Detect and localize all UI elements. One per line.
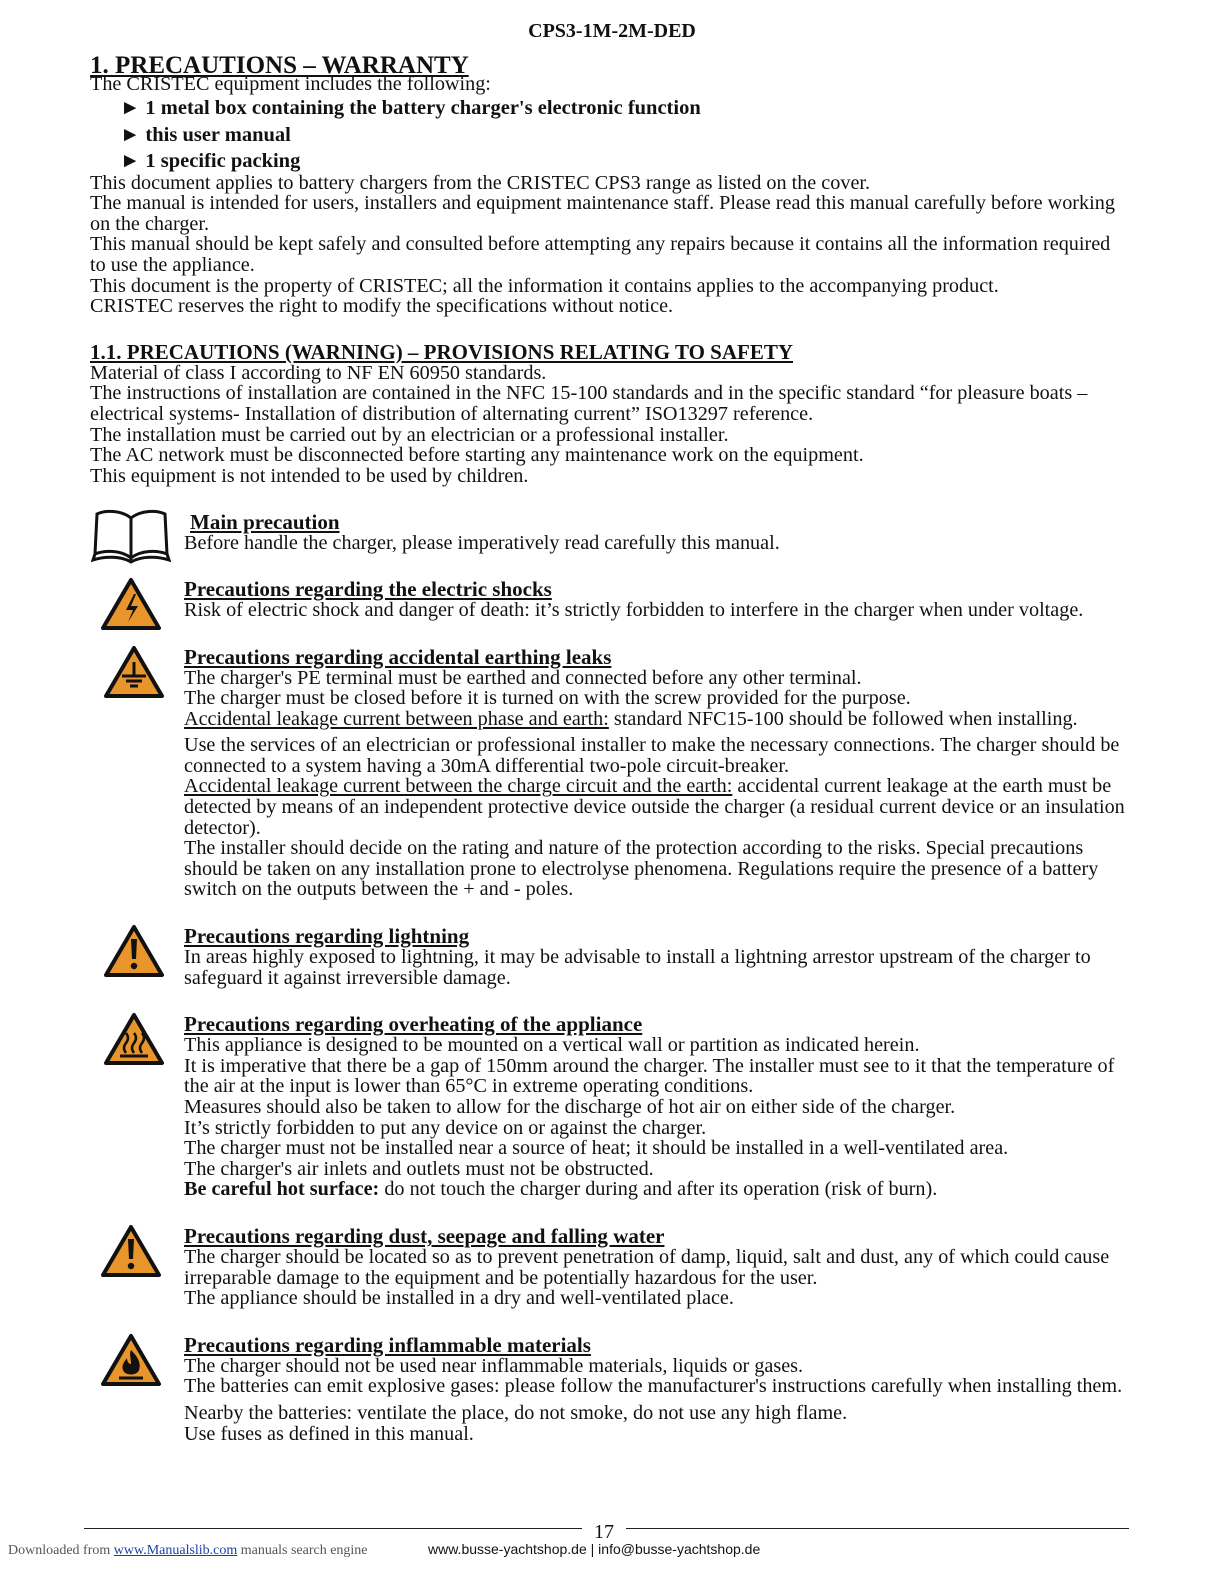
paragraph: Use the services of an electrician or professional installer to make the necessary connections. The charger should be connected to a system having a 30mA differential two-pole circuit-breaker. [184, 734, 1120, 777]
footer-rule [626, 1528, 1129, 1529]
paragraph: The batteries can emit explosive gases: please follow the manufacturer's instructions carefully when installing them. [184, 1375, 1123, 1398]
section-1-intro: The CRISTEC equipment includes the following: [90, 73, 491, 95]
shock-precaution-title: Precautions regarding the electric shocks [184, 576, 552, 601]
paragraph: Material of class I according to NF EN 60950 standards. [90, 361, 547, 384]
paragraph: This appliance is designed to be mounted on a vertical wall or partition as indicated herein. [184, 1034, 920, 1057]
lightning-precaution-title: Precautions regarding lightning [184, 924, 470, 949]
lightning-precaution [90, 926, 1130, 988]
underlined-phrase: Accidental leakage current between the charge circuit and the earth: [184, 775, 733, 798]
paragraph [184, 1179, 1130, 1200]
overheat-precaution-title: Precautions regarding overheating of the appliance [184, 1012, 643, 1037]
paragraph: The charger should not be used near inflammable materials, liquids or gases. [184, 1354, 804, 1377]
paragraph: The charger must not be installed near a source of heat; it should be installed in a well-ventilated area. [184, 1137, 1009, 1160]
list-item: ► 1 metal box containing the battery charger's electronic function [120, 95, 1130, 122]
paragraph: Nearby the batteries: ventilate the place, do not smoke, do not use any high flame. [184, 1401, 848, 1424]
paragraph: Use fuses as defined in this manual. [184, 1422, 474, 1445]
equipment-list [120, 95, 1130, 173]
earth-precaution [90, 644, 1130, 901]
section-1-1 [90, 341, 1130, 487]
dust-precaution-title: Precautions regarding dust, seepage and falling water [184, 1223, 665, 1248]
download-suffix: manuals search engine [240, 1543, 368, 1558]
manualslib-link[interactable]: www.Manualslib.com [113, 1543, 238, 1558]
section-1-title: 1. PRECAUTIONS – WARRANTY [90, 52, 469, 79]
shop-contact: www.busse-yachtshop.de | info@busse-yachtshop.de [428, 1541, 761, 1557]
download-note [8, 1543, 368, 1559]
list-item: ► this user manual [120, 122, 1130, 149]
paragraph: It’s strictly forbidden to put any device on or against the charger. [184, 1116, 707, 1139]
paragraph: The appliance should be installed in a dry and well-ventilated place. [184, 1287, 734, 1310]
flammable-icon [99, 1332, 163, 1388]
text: accidental current leakage at the earth must be detected by means of an independent protective device outside the charger (a residual current device or an insulation detector). [184, 775, 1125, 839]
footer-rule [84, 1528, 582, 1529]
paragraph: The charger's PE terminal must be earthed and connected before any other terminal. [184, 666, 862, 689]
paragraph: The manual is intended for users, installers and equipment maintenance staff. Please read this manual carefully before working on the charger. [90, 192, 1115, 235]
overheat-precaution [90, 1014, 1130, 1200]
page-content [90, 52, 1130, 1444]
paragraph: The charger's air inlets and outlets must not be obstructed. [184, 1157, 654, 1180]
paragraph: The installer should decide on the rating and nature of the protection according to the risks. Special precautions should be taken on any installation prone to electrolyse phenomena. Regulations require the presence of a battery switch on the outputs between the + and - poles. [184, 837, 1099, 901]
section-1-1-title: 1.1. PRECAUTIONS (WARNING) – PROVISIONS RELATING TO SAFETY [90, 339, 794, 364]
paragraph [184, 776, 1130, 838]
paragraph: This manual should be kept safely and consulted before attempting any repairs because it contains all the information required to use the appliance. [90, 233, 1111, 276]
warning-exclamation-icon [99, 1223, 163, 1279]
paragraph [184, 709, 1130, 730]
download-prefix: Downloaded from [8, 1543, 111, 1558]
warning-exclamation-icon [102, 923, 166, 979]
earth-ground-icon [102, 644, 166, 700]
underlined-phrase: Accidental leakage current between phase and earth: [184, 707, 609, 730]
dust-precaution [90, 1223, 1130, 1310]
shock-precaution [90, 576, 1130, 621]
paragraph: This equipment is not intended to be used by children. [90, 464, 529, 487]
list-item: ► 1 specific packing [120, 149, 1130, 173]
text: standard NFC15-100 should be followed when installing. [608, 707, 1078, 730]
book-icon [91, 506, 171, 564]
paragraph: In areas highly exposed to lightning, it may be advisable to install a lightning arrestor upstream of the charger to safeguard it against irreversible damage. [184, 946, 1091, 989]
paragraph: The AC network must be disconnected before starting any maintenance work on the equipment. [90, 444, 864, 467]
main-precaution-title: Main precaution [190, 510, 340, 535]
paragraph: The installation must be carried out by an electrician or a professional installer. [90, 423, 729, 446]
electric-shock-icon [99, 576, 163, 632]
earth-precaution-title: Precautions regarding accidental earthing leaks [184, 644, 612, 669]
bold-phrase: Be careful hot surface: [184, 1178, 380, 1201]
paragraph: Before handle the charger, please imperatively read carefully this manual. [184, 532, 780, 555]
main-precaution [90, 512, 1130, 554]
paragraph: This document is the property of CRISTEC; all the information it contains applies to the accompanying product. [90, 274, 999, 297]
flammable-precaution-title: Precautions regarding inflammable materials [184, 1332, 591, 1357]
paragraph: The charger must be closed before it is turned on with the screw provided for the purpose. [184, 687, 911, 710]
paragraph: Risk of electric shock and danger of death: it’s strictly forbidden to interfere in the charger when under voltage. [184, 598, 1084, 621]
paragraph: CRISTEC reserves the right to modify the specifications without notice. [90, 295, 674, 318]
paragraph: Measures should also be taken to allow for the discharge of hot air on either side of the charger. [184, 1096, 956, 1118]
page-number: 17 [594, 1521, 614, 1543]
paragraph: It is imperative that there be a gap of 150mm around the charger. The installer must see to it that the temperature of the air at the input is lower than 65°C in extreme operating conditions. [184, 1054, 1115, 1098]
document-header: CPS3-1M-2M-DED [528, 20, 696, 42]
hot-surface-icon [102, 1011, 166, 1067]
paragraph: The instructions of installation are contained in the NFC 15-100 standards and in the specific standard “for pleasure boats – electrical systems- Installation of distribution of alternating current” ISO13297 reference. [90, 382, 1088, 425]
flammable-precaution [90, 1332, 1130, 1445]
paragraph: The charger should be located so as to prevent penetration of damp, liquid, salt and dust, any of which could cause irreparable damage to the equipment and be potentially hazardous for the user. [184, 1245, 1110, 1289]
text: do not touch the charger during and after its operation (risk of burn). [379, 1178, 938, 1201]
paragraph: This document applies to battery chargers from the CRISTEC CPS3 range as listed on the cover. [90, 171, 871, 194]
